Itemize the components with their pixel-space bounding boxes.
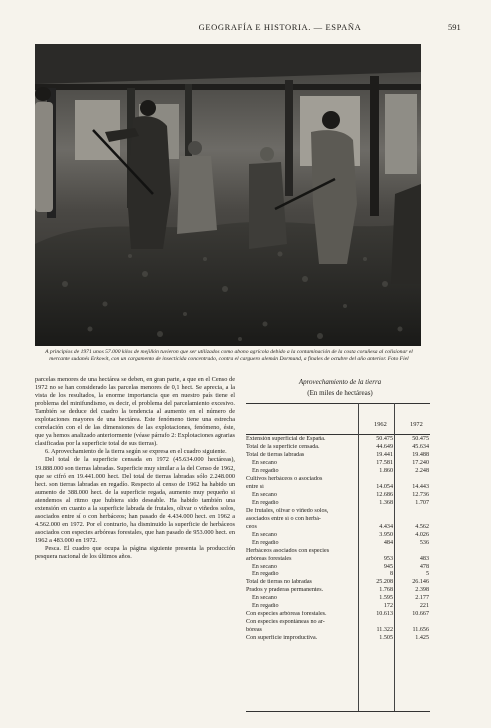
table-row	[246, 532, 430, 540]
table-cell-1962: 12.686	[376, 491, 393, 498]
table-row-label: En regadío	[252, 571, 279, 578]
table-row-label: ceos	[246, 523, 257, 530]
table-cell-1962: 945	[383, 563, 393, 570]
table-cell-1962: 1.768	[379, 587, 393, 594]
running-title: GEOGRAFÍA E HISTORIA. — ESPAÑA	[198, 22, 362, 32]
table-row	[246, 484, 430, 492]
table-cell-1972: 1.707	[415, 499, 429, 506]
table-subtitle: (En miles de hectáreas)	[307, 389, 373, 397]
table-row	[246, 524, 430, 532]
table-row-label: Herbáceos asociados con especies	[246, 547, 330, 554]
table-row	[246, 452, 430, 460]
table-row	[246, 436, 430, 444]
table-row-label: En secano	[252, 563, 277, 570]
table-row	[246, 571, 430, 579]
table-row	[246, 635, 430, 643]
table-row	[246, 548, 430, 556]
table-cell-1972: 483	[419, 555, 429, 562]
table-body	[246, 436, 430, 643]
table-row-label: En secano	[252, 531, 277, 538]
table-row-label: En secano	[252, 595, 277, 602]
table-header-row	[246, 421, 430, 433]
table-row-label: asociados entre sí o con herbá-	[246, 515, 321, 522]
table-row	[246, 516, 430, 524]
table-row-label: En regadío	[252, 467, 279, 474]
table-row-label: Con especies espontáneas no ar-	[246, 619, 325, 626]
table-row	[246, 492, 430, 500]
table-cell-1972: 10.667	[412, 611, 429, 618]
table-row-label: Extensión superficial de España.	[246, 436, 326, 442]
table-row	[246, 468, 430, 476]
table-row	[246, 540, 430, 548]
body-paragraph-3: Del total de la superficie censada en 1972 (45.634.000 hectáreas), 19.888.000 son tierras labradas. Superficie muy similar a la del Censo de 1962, que se cifró en 19.441.000 hect. Del total de tierras labradas sólo 2.248.000 hect. son tierras labradas en regadío. Respecto al censo de 1962 ha habido un aumento de 388.000 hect. de la superficie regada, aumento muy pequeño si atendemos al ritmo que hubiera sido deseable. Ha habido también una extensión en cuanto a la superficie labrada de frutales, olivar o viñedos solos, asociados entre sí o con herbáceos; han pasado de 4.434.000 hect. en 1962 a 4.562.000 en 1972. Por el contrario, ha disminuido la superficie de herbáceos asociados con especies arbóreas forestales, que han pasado de 953.000 hect. en 1962 a 483.000 en 1972.	[35, 456, 235, 544]
body-paragraph-2: 6. Aprovechamiento de la tierra según se expresa en el cuadro siguiente.	[45, 448, 227, 456]
table-cell-1962: 953	[383, 555, 393, 562]
table-cell-1962: 1.368	[379, 499, 393, 506]
table-cell-1962: 1.505	[379, 635, 393, 642]
table-cell-1972: 50.475	[412, 436, 429, 442]
table-row	[246, 564, 430, 572]
table-row	[246, 476, 430, 484]
table-cell-1972: 221	[419, 603, 429, 610]
table-cell-1962: 484	[383, 539, 393, 546]
table-cell-1972: 536	[419, 539, 429, 546]
table-row-label: Con superficie improductiva.	[246, 635, 318, 642]
table-row-label: En regadío	[252, 539, 279, 546]
table-row	[246, 595, 430, 603]
table-row	[246, 508, 430, 516]
body-paragraph-1: parcelas menores de una hectárea se deben, en gran parte, a que en el Censo de 1972 no se han considerado las parcelas menores de 0,1 hect. Se aprecia, a la vista de los resultados, la enorme importancia que en nuestro país tiene el problema del minifundismo, es decir, el problema del parcelamiento excesivo. También se deduce del cuadro la tendencia al aumento en el número de explotaciones mayores de una hectárea. Este fenómeno tiene una estrecha correlación con el de las dimensiones de las explotaciones, fenómeno, éste, que ya hemos analizado anteriormente (véase párrafo 2: Explotaciones agrarias clasificadas por la superficie total de sus tierras).	[35, 376, 235, 448]
table-cell-1962: 19.441	[376, 451, 393, 458]
column-header-1962: 1962	[374, 421, 387, 428]
table-row	[246, 603, 430, 611]
table-header-rule	[246, 434, 430, 435]
table-row	[246, 587, 430, 595]
table-row	[246, 627, 430, 635]
table-cell-1962: 8	[389, 571, 393, 578]
table-cell-1972: 12.736	[412, 491, 429, 498]
table-row	[246, 556, 430, 564]
table-row-label: De frutales, olivar o viñedo solos,	[246, 507, 329, 514]
table-row-label: En regadío	[252, 499, 279, 506]
table-cell-1962: 4.434	[379, 523, 393, 530]
table-row-label: Total de tierras labradas	[246, 451, 305, 458]
table-row-label: Con especies arbóreas forestales.	[246, 611, 327, 618]
table-row-label: Cultivos herbáceos o asociados	[246, 475, 323, 482]
table-cell-1972: 14.443	[412, 483, 429, 490]
table-row	[246, 579, 430, 587]
table-cell-1972: 26.146	[412, 579, 429, 586]
table-cell-1972: 2.248	[415, 467, 429, 474]
photo-credit: Foto Fiel	[387, 356, 409, 363]
body-paragraph-4: Pesca. El cuadro que ocupa la página siguiente presenta la producción pesquera nacional de los últimos años.	[35, 544, 235, 561]
table-cell-1962: 10.613	[376, 611, 393, 618]
column-header-1972: 1972	[410, 421, 423, 428]
table-cell-1972: 2.398	[415, 587, 429, 594]
table-row-label: arbóreas forestales	[246, 555, 292, 562]
table-row	[246, 611, 430, 619]
table-cell-1972: 4.026	[415, 531, 429, 538]
table-cell-1972: 19.488	[412, 451, 429, 458]
table-row-label: En regadío	[252, 603, 279, 610]
table-title: Aprovechamiento de la tierra	[298, 378, 382, 386]
table-cell-1962: 3.950	[379, 531, 393, 538]
photo-caption	[35, 349, 423, 363]
table-cell-1962: 1.860	[379, 467, 393, 474]
table-row	[246, 619, 430, 627]
table-cell-1972: 478	[419, 563, 429, 570]
table-row-label: Total de la superficie censada.	[246, 443, 320, 450]
body-text-column	[35, 376, 235, 561]
table-cell-1962: 44.649	[376, 443, 393, 450]
table-row	[246, 460, 430, 468]
table-row	[246, 444, 430, 452]
table-row-label: Prados y praderas permanentes.	[246, 587, 324, 594]
table-cell-1972: 11.656	[412, 627, 429, 634]
table-row-label: entre sí	[246, 483, 264, 490]
table-cell-1972: 17.240	[412, 459, 429, 466]
table-cell-1962: 17.581	[376, 459, 393, 466]
table-bottom-rule	[246, 711, 430, 712]
caption-text: A principios de 1971 unos 57.000 kilos de mejillón tuvieron que ser utilizados como abono agrícola debido a la contaminación de la costa coruñesa al colisionar el mercante sudanés Erkowit, con un cargamento de insecticida concentrado, contra el carguero alemán Dormund, a finales de octubre del año anterior.	[45, 349, 413, 363]
table-row-label: En secano	[252, 459, 277, 466]
table-cell-1962: 172	[383, 603, 393, 610]
table-cell-1962: 14.054	[376, 483, 393, 490]
table-row	[246, 500, 430, 508]
table-row-label: bóreas	[246, 627, 262, 634]
photograph-workers-shoveling-mussels	[35, 44, 421, 346]
table-cell-1972: 4.562	[415, 523, 429, 530]
table-row-label: Total de tierras no labradas	[246, 579, 312, 586]
table-cell-1962: 50.475	[376, 436, 393, 442]
table-row-label: En secano	[252, 491, 277, 498]
table-cell-1962: 1.595	[379, 595, 393, 602]
page-number: 591	[448, 22, 461, 32]
table-cell-1972: 1.425	[415, 635, 429, 642]
table-cell-1972: 2.177	[415, 595, 429, 602]
table-top-rule	[246, 403, 430, 404]
table-cell-1962: 11.322	[376, 627, 393, 634]
table-cell-1972: 5	[425, 571, 429, 578]
table-cell-1962: 25.208	[376, 579, 393, 586]
table-cell-1972: 45.634	[412, 443, 429, 450]
